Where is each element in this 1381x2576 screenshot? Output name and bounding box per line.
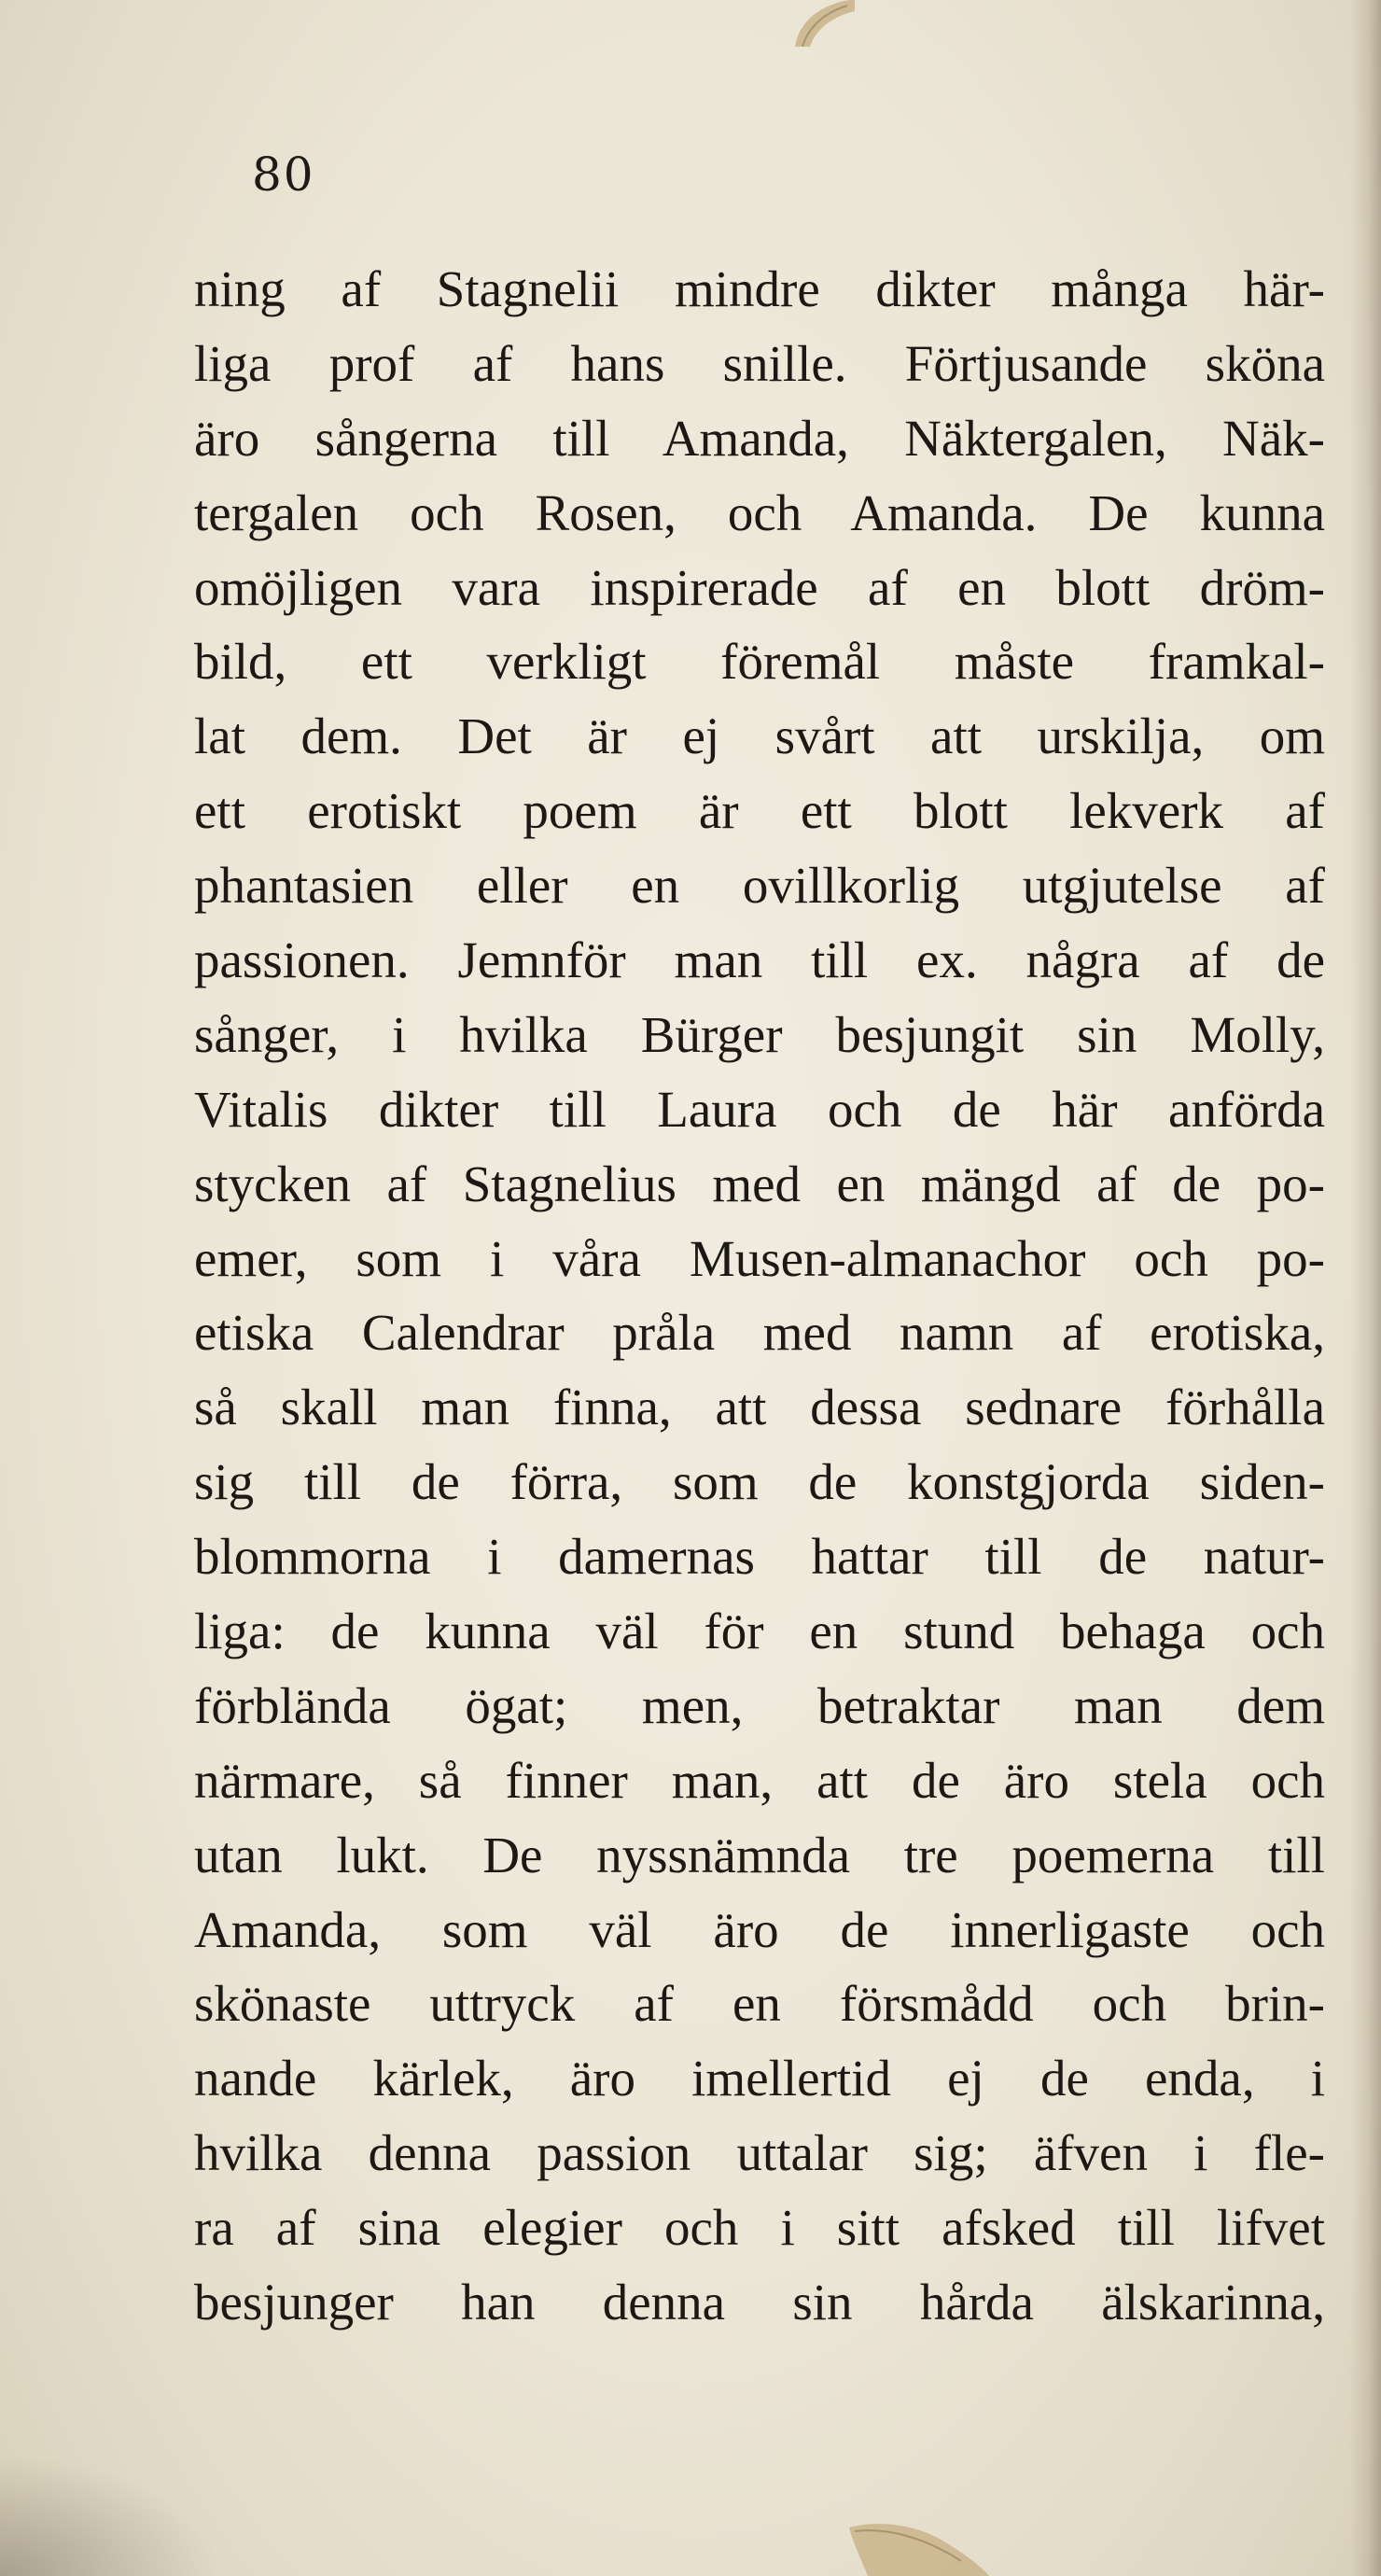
text-line: stycken af Stagnelius med en mängd af de po- [194,1155,1325,1212]
text-line: sånger, i hvilka Bürger besjungit sin Molly, [194,1005,1325,1063]
text-line: hvilka denna passion uttalar sig; äfven i fle- [194,2124,1325,2182]
text-line: bild, ett verkligt föremål måste framkal- [194,633,1325,691]
text-line: liga prof af hans snille. Förtjusande sköna [194,334,1325,392]
text-line: omöjligen vara inspirerade af en blott dröm- [194,558,1325,616]
text-line: blommorna i damernas hattar till de natur- [194,1528,1325,1586]
text-line: äro sångerna till Amanda, Näktergalen, Näk- [194,409,1325,467]
bookmark-tab-bottom [849,2520,989,2576]
text-line: nande kärlek, äro imellertid ej de enda, i [194,2050,1325,2107]
text-line: tergalen och Rosen, och Amanda. De kunna [194,483,1325,541]
bookmark-tab-top [789,0,855,47]
text-line: Vitalis dikter till Laura och de här anförda [194,1080,1325,1138]
text-line: phantasien eller en ovillkorlig utgjutelse af [194,857,1325,915]
text-line: så skall man finna, att dessa sednare förhålla [194,1379,1325,1436]
text-line: närmare, så finner man, att de äro stela och [194,1751,1325,1809]
text-line: lat dem. Det är ej svårt att urskilja, om [194,707,1325,765]
body-text [194,252,1325,2340]
page-edge-shadow [1349,0,1381,2576]
text-line: emer, som i våra Musen-almanachor och po- [194,1229,1325,1287]
text-line: Amanda, som väl äro de innerligaste och [194,1900,1325,1958]
text-line: etiska Calendrar pråla med namn af erotiska, [194,1304,1325,1362]
text-line: förblända ögat; men, betraktar man dem [194,1676,1325,1734]
text-line: besjunger han denna sin hårda älskarinna, [194,2274,1325,2331]
page-number: 80 [252,147,315,202]
text-line: ra af sina elegier och i sitt afsked till lifvet [194,2199,1325,2257]
text-line: sig till de förra, som de konstgjorda siden- [194,1453,1325,1511]
text-line: ning af Stagnelii mindre dikter många här- [194,260,1325,317]
text-line: skönaste uttryck af en försmådd och brin- [194,1975,1325,2033]
text-line: utan lukt. De nyssnämnda tre poemerna till [194,1826,1325,1883]
text-line: liga: de kunna väl för en stund behaga och [194,1603,1325,1660]
text-line: ett erotiskt poem är ett blott lekverk af [194,782,1325,840]
text-line: passionen. Jemnför man till ex. några af de [194,931,1325,989]
page-corner-shadow [0,2455,224,2576]
